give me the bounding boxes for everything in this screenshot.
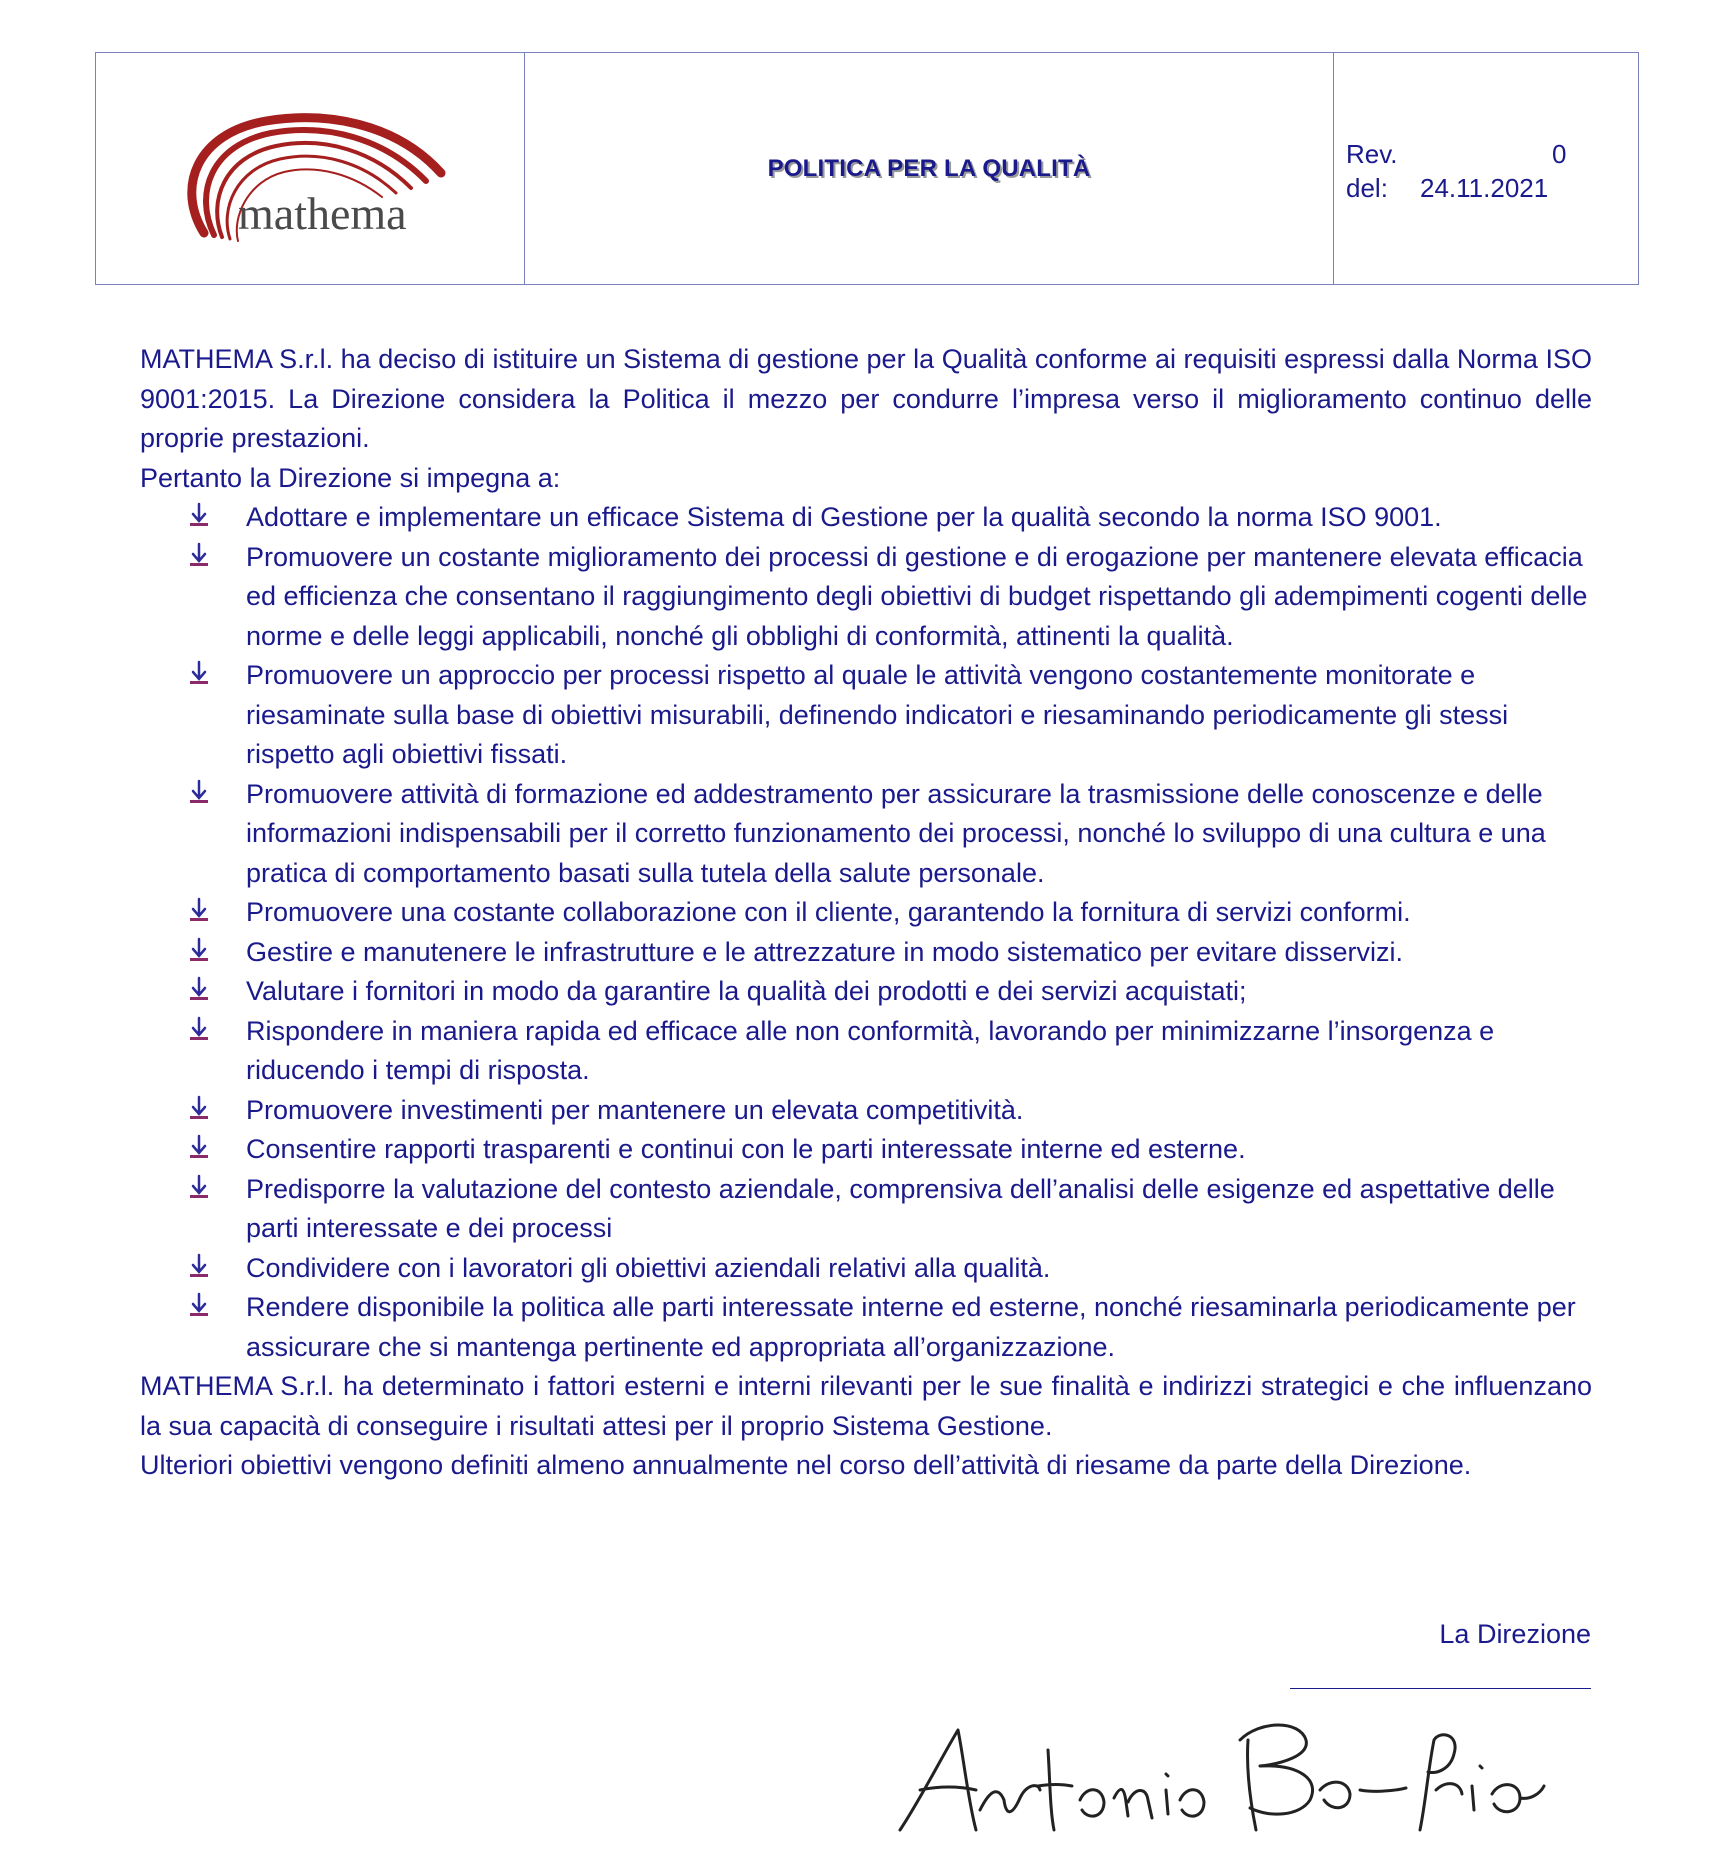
commitment-list: [140, 498, 1592, 1367]
policy-body: [140, 340, 1592, 1486]
arrow-down-bullet-icon: [188, 660, 210, 686]
revision-value: 0: [1552, 139, 1567, 169]
commitment-text: Gestire e manutenere le infrastrutture e le attrezzature in modo sistematico per evitare disservizi.: [246, 936, 1404, 967]
closing-paragraph-1: MATHEMA S.r.l. ha determinato i fattori esterni e interni rilevanti per le sue finalità e indirizzi strategici e che influenzano la sua capacità di conseguire i risultati attesi per il proprio Sistema Gestione.: [140, 1371, 1592, 1441]
arrow-down-bullet-icon: [188, 897, 210, 923]
commitment-text: Predisporre la valutazione del contesto aziendale, comprensiva dell’analisi delle esigenze ed aspettative delle parti interessate e dei processi: [246, 1173, 1555, 1243]
commitment-intro: Pertanto la Direzione si impegna a:: [140, 462, 561, 493]
commitment-item: [246, 656, 1592, 775]
commitment-item: [246, 1249, 1592, 1289]
revision-cell: [1334, 53, 1638, 284]
arrow-down-bullet-icon: [188, 779, 210, 805]
title-cell: [525, 53, 1334, 284]
arrow-down-bullet-icon: [188, 1292, 210, 1318]
signature-line: [1290, 1688, 1591, 1689]
commitment-text: Rendere disponibile la politica alle parti interessate interne ed esterne, nonché riesaminarla periodicamente per assicurare che si mantenga pertinente ed appropriata all’organizzazione.: [246, 1292, 1576, 1362]
arrow-down-bullet-icon: [188, 1174, 210, 1200]
commitment-text: Adottare e implementare un efficace Sistema di Gestione per la qualità secondo la norma ISO 9001.: [246, 502, 1442, 532]
document-title: POLITICA PER LA QUALITÀ: [767, 154, 1091, 182]
commitment-text: Promuovere un costante miglioramento dei processi di gestione e di erogazione per mantenere elevata efficacia ed efficienza che consentano il raggiungimento degli obiettivi di budget rispettando gli adempimenti cogenti delle norme e delle leggi applicabili, nonché gli obblighi di conformità, attinenti la qualità.: [246, 541, 1588, 651]
date-value: 24.11.2021: [1420, 173, 1549, 203]
logo-wordmark: mathema: [238, 188, 407, 239]
commitment-text: Consentire rapporti trasparenti e continui con le parti interessate interne ed esterne.: [246, 1134, 1246, 1164]
intro-paragraph: MATHEMA S.r.l. ha deciso di istituire un Sistema di gestione per la Qualità conforme ai requisiti espressi dalla Norma ISO 9001:2015. La Direzione considera la Politica il mezzo per condurre l’impresa verso il miglioramento continuo delle proprie prestazioni.: [140, 344, 1592, 453]
commitment-item: [246, 538, 1592, 657]
commitment-item: [246, 1091, 1592, 1131]
commitment-text: Promuovere una costante collaborazione con il cliente, garantendo la fornitura di servizi conformi.: [246, 897, 1411, 927]
commitment-text: Promuovere investimenti per mantenere un elevata competitività.: [246, 1094, 1024, 1125]
mathema-logo: [156, 93, 476, 253]
arrow-down-bullet-icon: [188, 502, 210, 528]
commitment-item: [246, 972, 1592, 1012]
logo-cell: [96, 53, 525, 284]
arrow-down-bullet-icon: [188, 1016, 210, 1042]
arrow-down-bullet-icon: [188, 1253, 210, 1279]
commitment-text: Promuovere attività di formazione ed addestramento per assicurare la trasmissione delle conoscenze e delle informazioni indispensabili per il corretto funzionamento dei processi, nonché lo sviluppo di una cultura e una pratica di comportamento basati sulla tutela della salute personale.: [246, 778, 1546, 888]
signature-label: La Direzione: [1439, 1619, 1591, 1649]
handwritten-signature: [880, 1690, 1600, 1860]
commitment-item: [246, 1130, 1592, 1170]
arrow-down-bullet-icon: [188, 1095, 210, 1121]
commitment-item: [246, 775, 1592, 894]
commitment-item: [246, 893, 1592, 933]
arrow-down-bullet-icon: [188, 976, 210, 1002]
arrow-down-bullet-icon: [188, 1134, 210, 1160]
commitment-item: [246, 498, 1592, 538]
commitment-item: [246, 1288, 1592, 1367]
document-header: [95, 52, 1639, 285]
arrow-down-bullet-icon: [188, 937, 210, 963]
date-label: del:: [1346, 173, 1388, 203]
closing-paragraph-2: Ulteriori obiettivi vengono definiti almeno annualmente nel corso dell’attività di riesame da parte della Direzione.: [140, 1450, 1472, 1480]
revision-label: Rev.: [1346, 139, 1398, 169]
commitment-text: Condividere con i lavoratori gli obiettivi aziendali relativi alla qualità.: [246, 1252, 1051, 1283]
arrow-down-bullet-icon: [188, 542, 210, 568]
commitment-item: [246, 1012, 1592, 1091]
commitment-item: [246, 1170, 1592, 1249]
commitment-text: Promuovere un approccio per processi rispetto al quale le attività vengono costantemente monitorate e riesaminate sulla base di obiettivi misurabili, definendo indicatori e riesaminando periodicamente gli stessi rispetto agli obiettivi fissati.: [246, 660, 1509, 769]
commitment-item: [246, 933, 1592, 973]
commitment-text: Rispondere in maniera rapida ed efficace alle non conformità, lavorando per minimizzarne l’insorgenza e riducendo i tempi di risposta.: [246, 1015, 1495, 1085]
commitment-text: Valutare i fornitori in modo da garantire la qualità dei prodotti e dei servizi acquistati;: [246, 976, 1247, 1006]
